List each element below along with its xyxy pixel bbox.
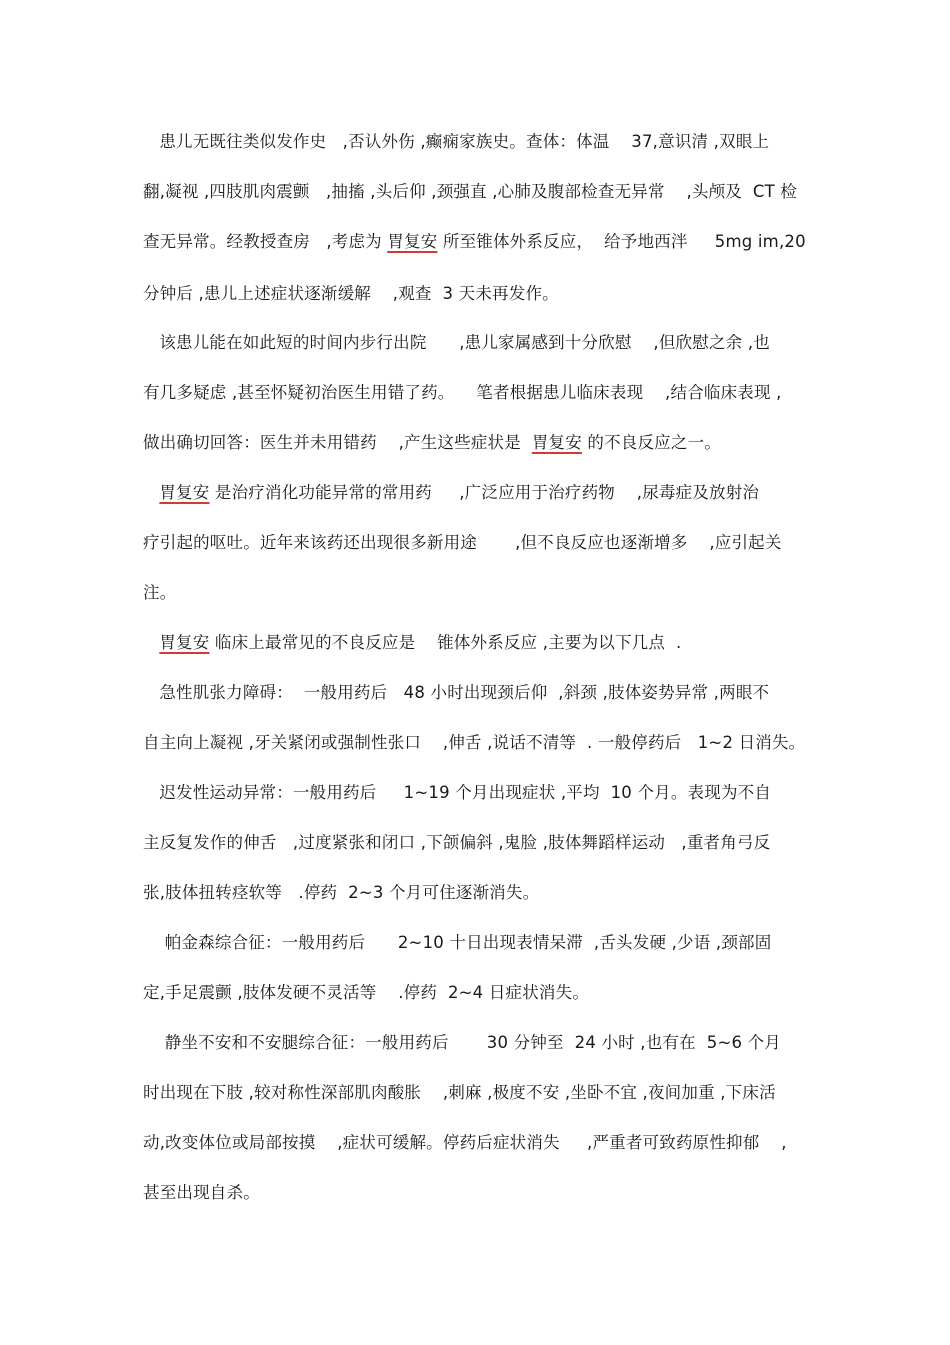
- text-segment: 迟发性运动异常：一般用药后 1~19 个月出现症状 ,平均 10 个月。表现为不自: [143, 783, 772, 802]
- text-line: [143, 432, 721, 454]
- text-segment: 自主向上凝视 ,牙关紧闭或强制性张口 ,伸舌 ,说话不清等 . 一般停药后 1~2 日消失。: [143, 733, 806, 752]
- text-segment: 有几多疑虑 ,甚至怀疑初治医生用错了药。 笔者根据患儿临床表现 ,结合临床表现 ,: [143, 383, 782, 402]
- text-line: [143, 1182, 260, 1204]
- text-segment: 帕金森综合征：一般用药后 2~10 十日出现表情呆滞 ,舌头发硬 ,少语 ,颈部固: [143, 933, 772, 952]
- text-line: [143, 332, 770, 354]
- text-segment: 所至锥体外系反应， 给予地西泮 5mg im,20: [437, 232, 806, 251]
- text-line: [143, 482, 759, 504]
- text-line: [143, 231, 806, 253]
- text-segment: 该患儿能在如此短的时间内步行出院 ,患儿家属感到十分欣慰 ,但欣慰之余 ,也: [143, 333, 770, 352]
- text-line: [143, 131, 769, 153]
- text-line: [143, 382, 782, 404]
- text-line: [143, 181, 797, 203]
- text-segment: 分钟后 ,患儿上述症状逐渐缓解 ,观查 3 天未再发作。: [143, 284, 559, 303]
- text-line: [143, 732, 805, 754]
- text-segment: 动,改变体位或局部按摸 ,症状可缓解。停药后症状消失 ,严重者可致药原性抑郁 ,: [143, 1133, 787, 1152]
- text-line: [143, 283, 559, 305]
- text-line: [143, 832, 770, 854]
- drug-term: 胃复安: [159, 633, 210, 652]
- text-segment: 张,肢体扭转痉软等 .停药 2~3 个月可住逐渐消失。: [143, 883, 540, 902]
- text-line: [143, 1132, 787, 1154]
- text-segment: [143, 483, 159, 502]
- text-segment: 静坐不安和不安腿综合征：一般用药后 30 分钟至 24 小时 ,也有在 5~6 个月: [143, 1033, 782, 1052]
- text-segment: 主反复发作的伸舌 ,过度紧张和闭口 ,下颌偏斜 ,鬼脸 ,肢体舞蹈样运动 ,重者角弓反: [143, 833, 771, 852]
- text-line: [143, 682, 769, 704]
- text-segment: 急性肌张力障碍： 一般用药后 48 小时出现颈后仰 ,斜颈 ,肢体姿势异常 ,两眼不: [143, 683, 770, 702]
- text-line: [143, 1032, 781, 1054]
- text-segment: 翻,凝视 ,四肢肌肉震颤 ,抽搐 ,头后仰 ,颈强直 ,心肺及腹部检查无异常 ,头颅及 CT 检: [143, 182, 798, 201]
- drug-term: 胃复安: [387, 232, 438, 251]
- text-segment: 注。: [143, 583, 177, 602]
- text-segment: [143, 633, 159, 652]
- text-segment: 疗引起的呕吐。近年来该药还出现很多新用途 ,但不良反应也逐渐增多 ,应引起关: [143, 533, 782, 552]
- text-segment: 做出确切回答：医生并未用错药 ,产生这些症状是: [143, 433, 532, 452]
- drug-term: 胃复安: [159, 483, 210, 502]
- text-segment: 甚至出现自杀。: [143, 1183, 260, 1202]
- text-segment: 临床上最常见的不良反应是 锥体外系反应 ,主要为以下几点 .: [209, 633, 682, 652]
- text-segment: 定,手足震颤 ,肢体发硬不灵活等 .停药 2~4 日症状消失。: [143, 983, 590, 1002]
- text-line: [143, 782, 771, 804]
- text-segment: 是治疗消化功能异常的常用药 ,广泛应用于治疗药物 ,尿毒症及放射治: [209, 483, 760, 502]
- text-segment: 查无异常。经教授查房 ,考虑为: [143, 232, 388, 251]
- text-line: [143, 532, 782, 554]
- text-line: [143, 632, 681, 654]
- text-segment: 的不良反应之一。: [581, 433, 721, 452]
- text-segment: 患儿无既往类似发作史 ,否认外伤 ,癫痫家族史。查体：体温 37,意识清 ,双眼上: [143, 132, 770, 151]
- drug-term: 胃复安: [531, 433, 582, 452]
- text-line: [143, 882, 539, 904]
- text-segment: 时出现在下肢 ,较对称性深部肌肉酸胀 ,刺麻 ,极度不安 ,坐卧不宜 ,夜间加重 ,下床活: [143, 1083, 776, 1102]
- text-line: [143, 582, 176, 604]
- text-line: [143, 932, 771, 954]
- text-line: [143, 982, 589, 1004]
- text-line: [143, 1082, 776, 1104]
